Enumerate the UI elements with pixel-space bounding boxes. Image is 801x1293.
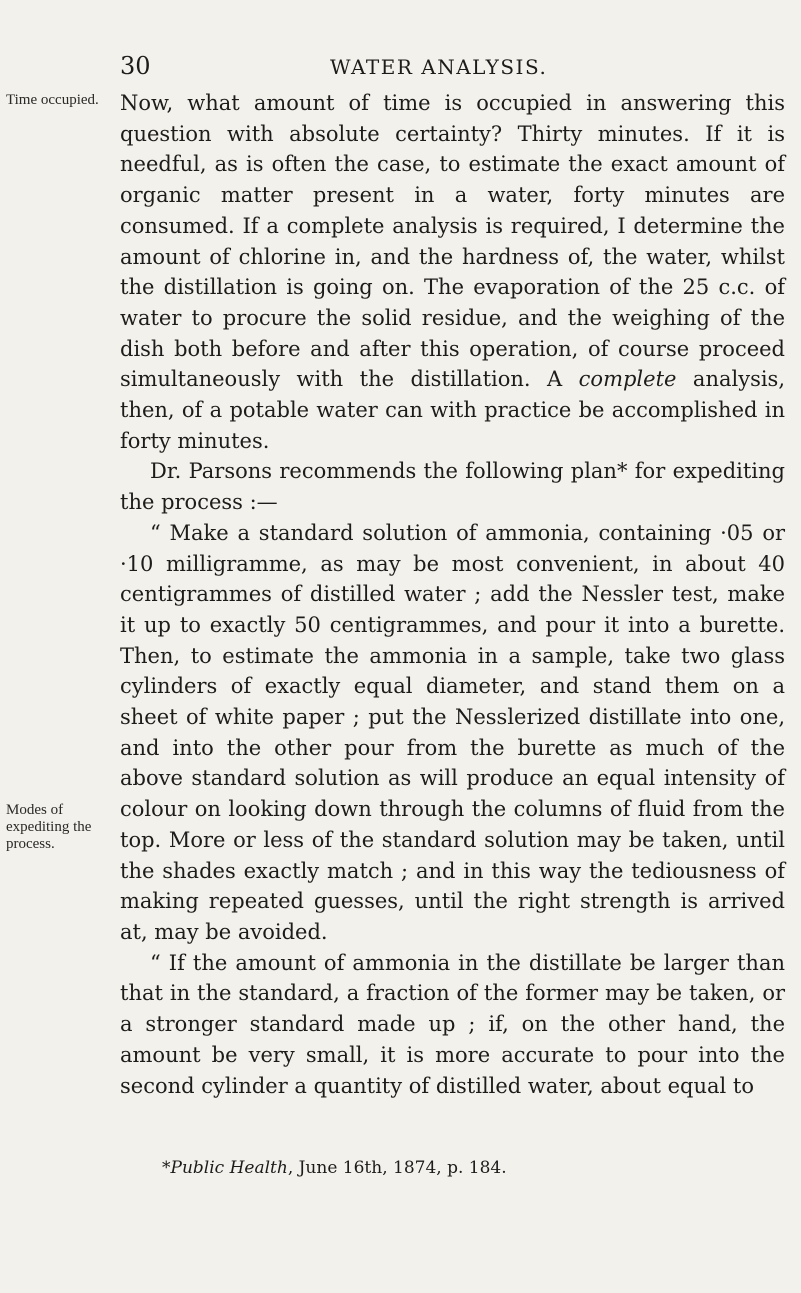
footnote-citation: , June 16th, 1874, p. 184. <box>287 1158 507 1178</box>
paragraph-time <box>120 88 785 456</box>
footnote <box>140 1157 760 1179</box>
paragraph-parsons: Dr. Parsons recommends the following plan* for expediting the process :— <box>120 459 785 515</box>
sidenote-modes-of-expediting: Modes of expediting the process. <box>6 802 92 852</box>
sidenote-time-occupied: Time occupied. <box>6 92 99 108</box>
page-number: 30 <box>120 52 151 80</box>
paragraph-quote-standard: “ Make a standard solution of ammonia, containing ·05 or ·10 milligramme, as may be most convenient, in about 40 centigrammes of distilled water ; add the Nessler test, make it up to exactly 50 centigrammes, and pour it into a burette. Then, to estimate the ammonia in a sample, take two glass cylinders of exactly equal diameter, and stand them on a sheet of white paper ; put the Nesslerized distillate into one, and into the other pour from the burette as much of the above standard solution as will produce an equal intensity of colour on looking down through the columns of fluid from the top. More or less of the standard solution may be taken, until the shades exactly match ; and in this way the tediousness of making repeated guesses, until the right strength is arrived at, may be avoided. <box>120 520 785 944</box>
running-head: WATER ANALYSIS. <box>330 55 548 79</box>
paragraph-quote-amount: “ If the amount of ammonia in the distillate be larger than that in the standard, a fraction of the former may be taken, or a stronger standard made up ; if, on the other hand, the amount be very small, it is more accurate to pour into the second cylinder a quantity of distilled water, about equal to <box>120 950 785 1098</box>
paragraph-text: analysis, then, of a potable water can with practice be accomplished in forty minutes. <box>120 367 786 453</box>
paragraph-text: Now, what amount of time is occupied in answering this question with absolute certainty? Thirty minutes. If it is needful, as is often the case, to estimate the exact amount of organic matter present in a water, forty minutes are consumed. If a complete analysis is required, I determine the amount of chlorine in, and the hardness of, the water, whilst the distillation is going on. The evaporation of the 25 c.c. of water to procure the solid residue, and the weighing of the dish both before and after this operation, of course proceed simultaneously with the distillation. A <box>120 91 785 392</box>
footnote-source: Public Health <box>170 1158 288 1178</box>
footnote-marker: * <box>162 1158 171 1178</box>
body-text <box>120 88 785 1101</box>
emphasis-complete: complete <box>578 367 677 392</box>
page-header <box>0 52 801 86</box>
